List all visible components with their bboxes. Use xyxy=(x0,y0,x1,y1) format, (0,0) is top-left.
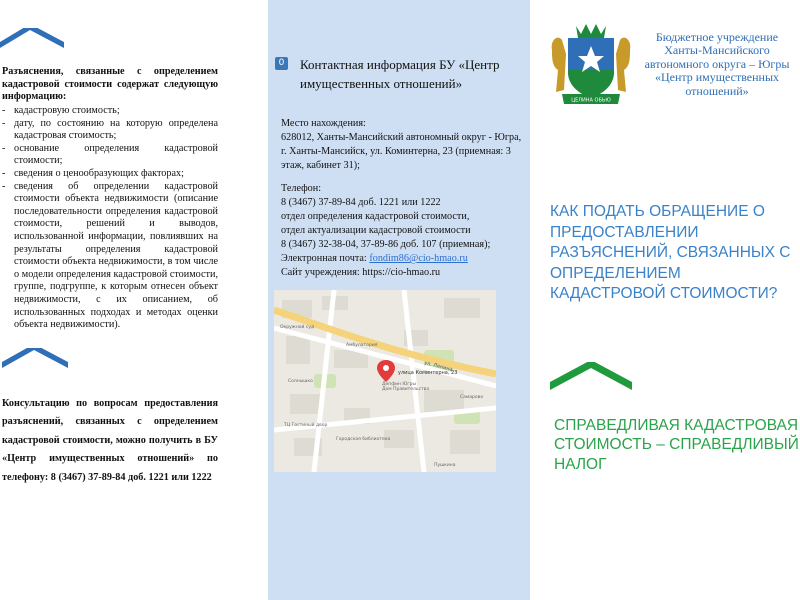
map-label: Депфин Югры xyxy=(382,382,417,387)
chevron-up-icon xyxy=(2,348,68,368)
map-label: Окружной суд xyxy=(280,325,315,330)
emblem-ribbon-text: ЦЕЛИНА ОБЬЮ xyxy=(571,97,611,104)
email-line xyxy=(281,252,526,266)
explanations-title: Разъяснения, связанные с определением кадастровой стоимости содержат следующую информацию: xyxy=(2,66,218,103)
map-label: Амбулатория xyxy=(346,343,378,348)
department-actualization: отдел актуализации кадастровой стоимости xyxy=(281,225,471,236)
explanations-item: - основание определения кадастровой стоимости; xyxy=(2,143,218,168)
right-panel xyxy=(530,0,800,600)
map-label: Дом Правительства xyxy=(382,387,430,392)
phone-secondary: 8 (3467) 32-38-04, 37-89-86 доб. 107 (приемная); xyxy=(281,239,491,250)
main-question-heading: КАК ПОДАТЬ ОБРАЩЕНИЕ О ПРЕДОСТАВЛЕНИИ РАЗЪЯСНЕНИЙ, СВЯЗАННЫХ С ОПРЕДЕЛЕНИЕМ КАДАСТРОВОЙ СТОИМОСТИ? xyxy=(550,203,791,303)
map-graphic xyxy=(274,290,496,472)
consultation-text: Консультацию по вопросам предоставления разъяснений, связанных с определением кадастровой стоимости, можно получить в БУ «Центр имущественных отношений» по телефону: 8 (3467) 37-89-84 доб. 1221 или 1222 xyxy=(2,398,218,483)
map-label: Пушкина xyxy=(434,463,456,468)
slogan: СПРАВЕДЛИВАЯ КАДАСТРОВАЯ СТОИМОСТЬ – СПРАВЕДЛИВЫЙ НАЛОГ xyxy=(554,417,799,473)
map-label: Самарово xyxy=(460,395,484,400)
map-label: ул. Ленина xyxy=(423,360,454,373)
location-text: 628012, Ханты-Мансийский автономный округ - Югра, г. Ханты-Мансийск, ул. Коминтерна, 23 (приемная: 3 этаж, кабинет 31); xyxy=(281,132,522,172)
location-map[interactable] xyxy=(274,290,496,472)
map-label: Городская библиотека xyxy=(336,437,391,442)
chevron-up-icon xyxy=(0,28,64,48)
explanations-item: - дату, по состоянию на которую определена кадастровая стоимость; xyxy=(2,118,218,143)
department-determination: отдел определения кадастровой стоимости, xyxy=(281,211,470,222)
contact-heading: Контактная информация БУ «Центр имущественных отношений» xyxy=(300,57,500,91)
email-label: Электронная почта: xyxy=(281,253,370,264)
explanations-item: - сведения об определении кадастровой стоимости объекта недвижимости (описание последовательности определения кадастровой стоимости, решений и выводов, использованной информации, повлиявших на результаты определения кадастровой стоимости объекта недвижимости, в том числе о модели определения кадастровой стоимости, группе, подгруппе, к которым отнесен объект недвижимости, с их описанием, об использованных подходах и методах оценки объекта недвижимости). xyxy=(2,181,218,332)
map-label: Солнышко xyxy=(288,379,313,384)
email-link[interactable]: fondim86@cio-hmao.ru xyxy=(369,253,468,264)
organization-name: Бюджетное учреждение Ханты-Мансийского автономного округа – Югры «Центр имущественных отношений» xyxy=(644,30,790,98)
coat-of-arms-icon xyxy=(548,20,634,108)
site-line: Сайт учреждения: https://cio-hmao.ru xyxy=(281,267,441,278)
map-pin-label: улица Коминтерна, 23 xyxy=(398,370,458,376)
explanations-list xyxy=(2,105,218,332)
map-label: ТЦ Гостиный двор xyxy=(284,423,328,428)
phone-main: 8 (3467) 37-89-84 доб. 1221 или 1222 xyxy=(281,197,441,208)
chevron-up-icon xyxy=(550,362,632,390)
left-panel xyxy=(0,0,268,600)
phone-label: Телефон: xyxy=(281,183,322,194)
location-label: Место нахождения: xyxy=(281,118,366,129)
explanations-item: - кадастровую стоимость; xyxy=(2,105,218,118)
middle-panel xyxy=(268,0,530,600)
info-badge-icon: 0 xyxy=(275,57,288,70)
explanations-item: - сведения о ценообразующих факторах; xyxy=(2,168,218,181)
